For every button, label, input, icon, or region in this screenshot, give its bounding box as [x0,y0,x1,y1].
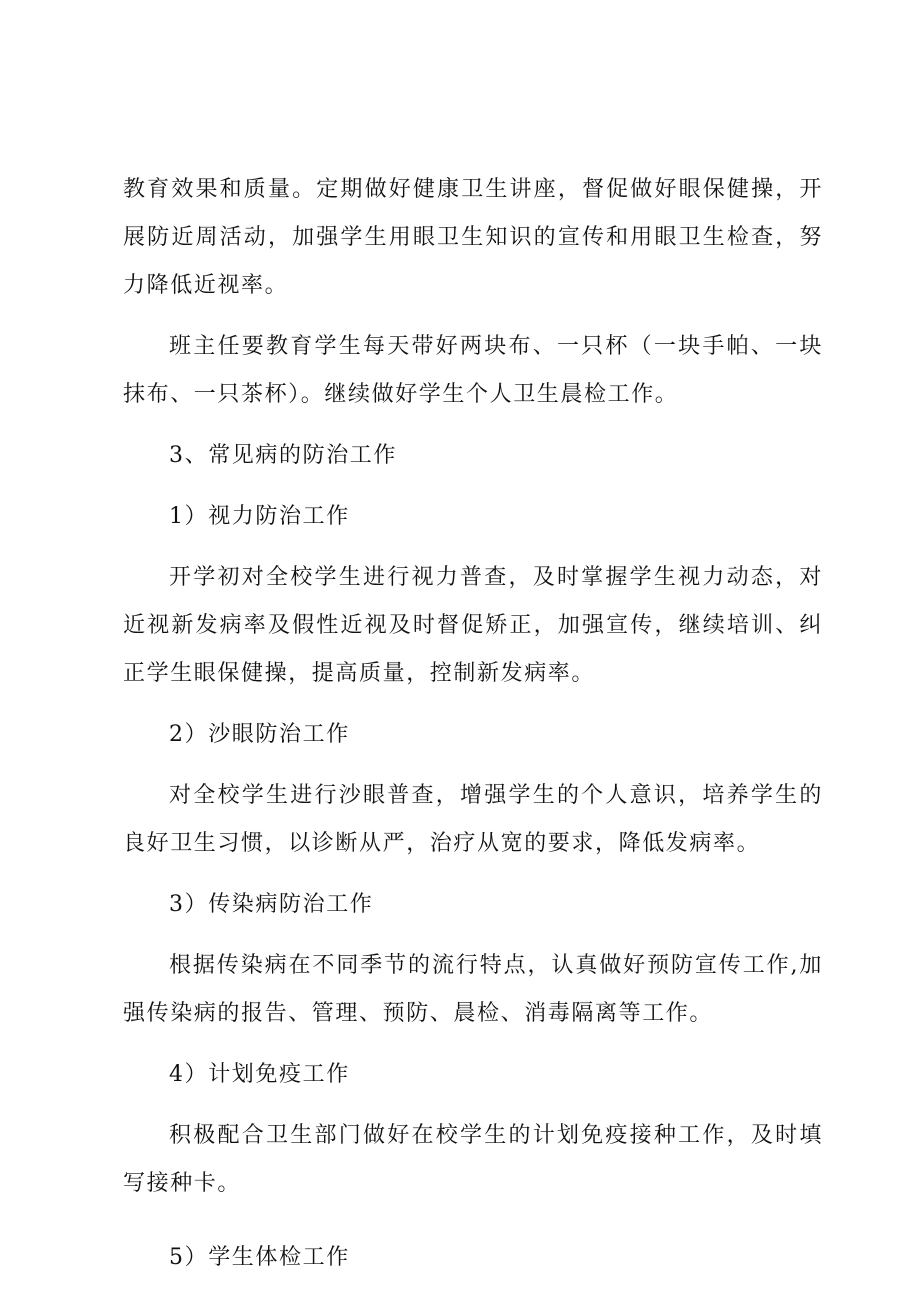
paragraph-eye-health-education: 教育效果和质量。定期做好健康卫生讲座，督促做好眼保健操，开展防近周活动，加强学生用眼卫生知识的宣传和用眼卫生检查，努力降低近视率。 [123,177,823,298]
heading-common-disease-prevention: 3、常见病的防治工作 [169,443,397,468]
heading-physical-examination: 5）学生体检工作 [169,1245,350,1270]
paragraph-trachoma-prevention: 对全校学生进行沙眼普查，增强学生的个人意识，培养学生的良好卫生习惯，以诊断从严，治疗从宽的要求，降低发病率。 [123,783,823,856]
document-body [123,166,823,1295]
paragraph-immunization: 积极配合卫生部门做好在校学生的计划免疫接种工作，及时填写接种卡。 [123,1123,823,1196]
paragraph-vision-prevention: 开学初对全校学生进行视力普查，及时掌握学生视力动态，对近视新发病率及假性近视及时督促矫正，加强宣传，继续培训、纠正学生眼保健操，提高质量，控制新发病率。 [123,565,823,686]
paragraph-infectious-disease-prevention: 根据传染病在不同季节的流行特点，认真做好预防宣传工作,加强传染病的报告、管理、预防、晨检、消毒隔离等工作。 [123,953,823,1026]
heading-infectious-disease-prevention: 3）传染病防治工作 [169,892,374,917]
paragraph-class-teacher-hygiene: 班主任要教育学生每天带好两块布、一只杯（一块手帕、一块抹布、一只茶杯）。继续做好学生个人卫生晨检工作。 [123,334,823,407]
heading-immunization: 4）计划免疫工作 [169,1062,350,1087]
heading-vision-prevention: 1）视力防治工作 [169,504,350,529]
heading-trachoma-prevention: 2）沙眼防治工作 [169,722,350,747]
